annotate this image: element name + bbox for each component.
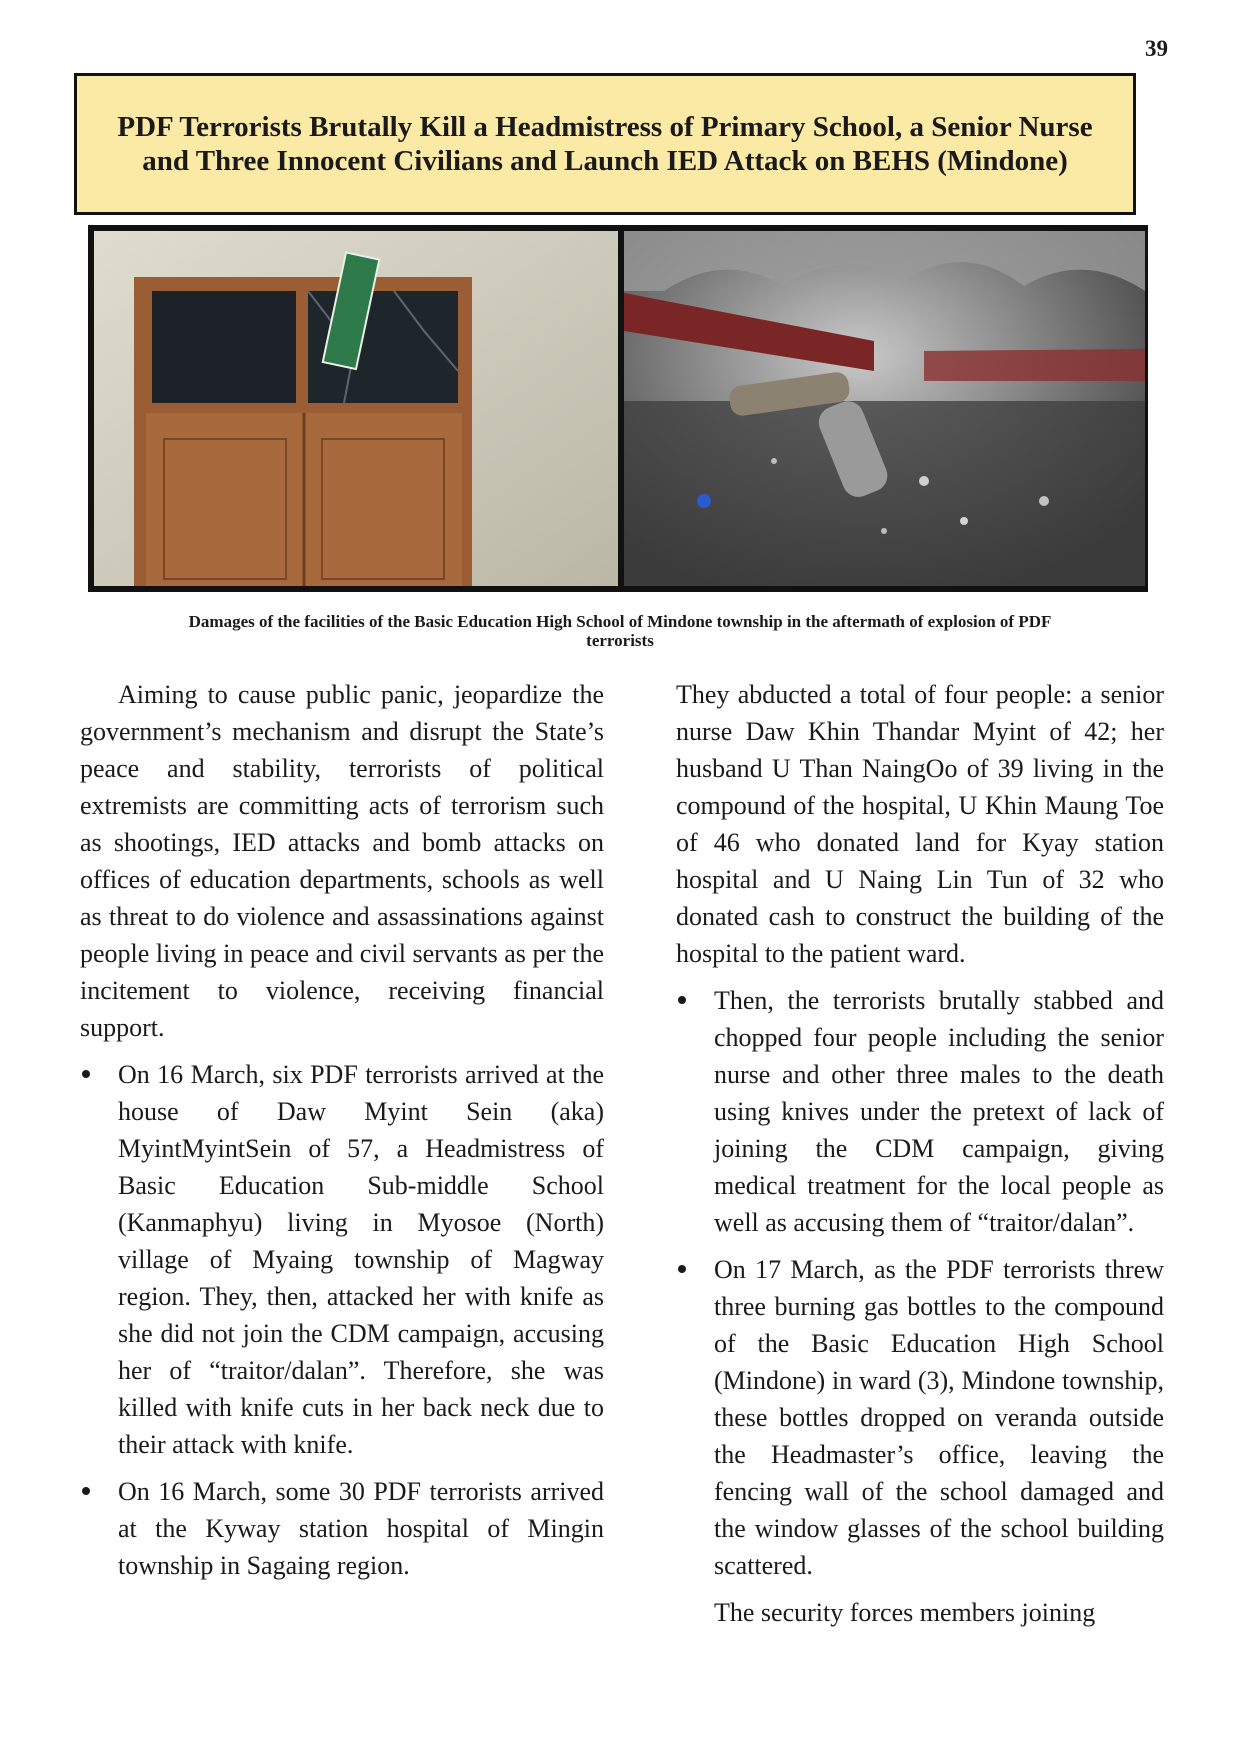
article-title-line-1: PDF Terrorists Brutally Kill a Headmistress of Primary School, a Senior Nurse [117,111,1093,143]
damaged-door-illustration [94,231,618,586]
bullet-item [676,1251,1164,1584]
right-text-column [676,676,1164,1641]
blast-debris-illustration [624,231,1145,586]
bullet-text: On 17 March, as the PDF terrorists threw three burning gas bottles to the compound of the Basic Education High School (Mindone) in ward (3), Mindone township, these bottles dropped on veranda outside the Headmaster’s office, leaving the fencing wall of the school damaged and the window glasses of the school building scattered. [714,1255,1164,1580]
article-title-line-2: and Three Innocent Civilians and Launch IED Attack on BEHS (Mindone) [142,145,1068,177]
photo-caption-line-2: terrorists [586,631,654,650]
page-number: 39 [1145,36,1168,61]
bullet-dot-icon [82,1487,90,1495]
photo-strip [88,225,1148,592]
bullet-item [80,1473,604,1584]
bullet-text: On 16 March, six PDF terrorists arrived at the house of Daw Myint Sein (aka) MyintMyintSein of 57, a Headmistress of Basic Education Sub-middle School (Kanmaphyu) living in Myosoe (North) village of Myaing township of Magway region. They, then, attacked her with knife as she did not join the CDM campaign, accusing her of “traitor/dalan”. Therefore, she was killed with knife cuts in her back neck due to their attack with knife. [118,1060,604,1459]
bullet-item [80,1056,604,1463]
trailing-paragraph: The security forces members joining [714,1598,1096,1627]
photo-blast-debris [624,231,1145,586]
article-title-box [74,73,1136,215]
bullet-dot-icon [678,996,686,1004]
photo-damaged-door [94,231,618,586]
photo-caption [80,612,1160,650]
left-text-column [80,676,604,1594]
bullet-text: On 16 March, some 30 PDF terrorists arrived at the Kyway station hospital of Mingin township in Sagaing region. [118,1477,604,1580]
bullet-dot-icon [82,1070,90,1078]
intro-paragraph: Aiming to cause public panic, jeopardize the government’s mechanism and disrupt the State’s peace and stability, terrorists of political extremists are committing acts of terrorism such as shootings, IED attacks and bomb attacks on offices of education departments, schools as well as threat to do violence and assassinations against people living in peace and civil servants as per the incitement to violence, receiving financial support. [80,680,604,1042]
bullet-item [676,982,1164,1241]
photo-caption-line-1: Damages of the facilities of the Basic Education High School of Mindone township in the aftermath of explosion of PDF [188,612,1052,631]
bullet-text: Then, the terrorists brutally stabbed and chopped four people including the senior nurse and other three males to the death using knives under the pretext of lack of joining the CDM campaign, giving medical treatment for the local people as well as accusing them of “traitor/dalan”. [714,986,1164,1237]
bullet-dot-icon [678,1265,686,1273]
continuation-paragraph: They abducted a total of four people: a senior nurse Daw Khin Thandar Myint of 42; her husband U Than NaingOo of 39 living in the compound of the hospital, U Khin Maung Toe of 46 who donated land for Kyay station hospital and U Naing Lin Tun of 32 who donated cash to construct the building of the hospital to the patient ward. [676,680,1164,968]
